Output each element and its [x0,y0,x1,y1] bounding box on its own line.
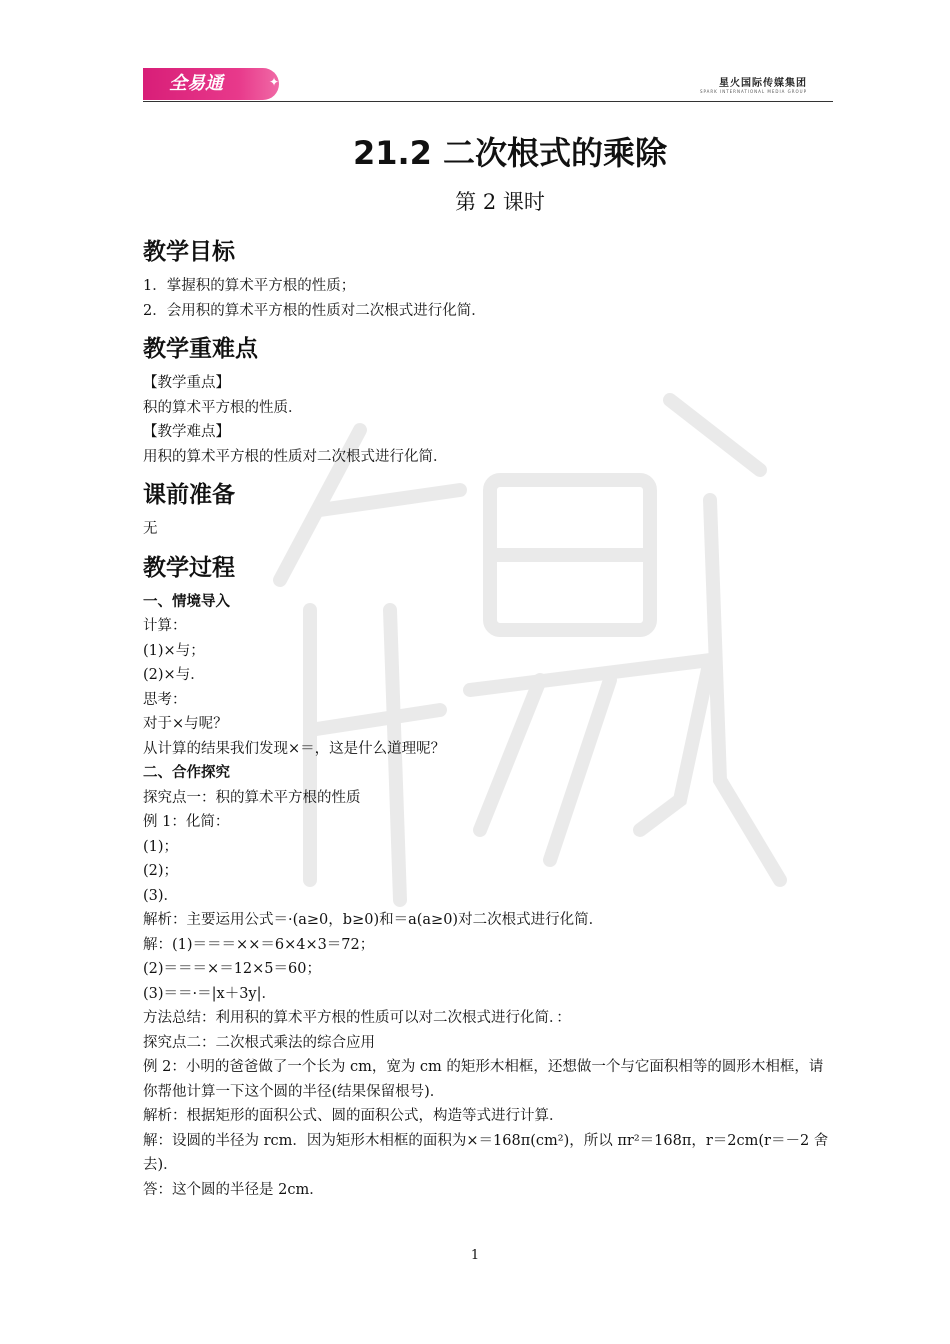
key-label: 【教学重点】 [143,375,230,391]
part2-line: (2)＝＝＝×＝12×5＝60； [143,961,321,977]
prep-heading: 课前准备 [143,482,235,508]
example-2: 例 2：小明的爸爸做了一个长为 cm，宽为 cm 的矩形木相框，还想做一个与它面积相等的圆形木相框，请你帮他计算一下这个圆的半径(结果保留根号)． [143,1059,824,1100]
goals-heading: 教学目标 [143,239,235,265]
publisher [700,74,807,94]
part2-line: (1)； [143,838,179,855]
difficulty-label: 【教学难点】 [143,424,230,440]
part1-line: (2)×与． [143,667,205,683]
key-points-heading: 教学重难点 [143,336,258,362]
part1-line: 思考： [143,691,187,708]
part1-line: 从计算的结果我们发现×＝，这是什么道理呢？ [143,740,446,757]
part2-line: 例 1：化简： [143,814,230,830]
difficulty-text: 用积的算术平方根的性质对二次根式进行化简． [143,448,448,465]
part2-line: 解析：主要运用公式＝·(a≥0，b≥0)和＝a(a≥0)对二次根式进行化简． [143,912,604,928]
part2-line: (2)； [143,863,179,879]
document-body [143,230,833,1202]
page-title: 21.2 二次根式的乘除 [352,134,668,172]
prep-text: 无 [143,521,158,537]
key-text: 积的算术平方根的性质． [143,399,303,416]
part1-line: 计算： [143,618,187,634]
page-number: 1 [470,1248,480,1263]
star-icon: ✦ [269,75,280,89]
header-divider [143,101,833,102]
part1-title: 一、情境导入 [143,593,230,610]
part2-line: (3)． [143,887,179,904]
publisher-name: 星火国际传媒集团 [719,78,807,89]
part2-line: (3)＝＝·＝|x＋3y|． [143,985,277,1002]
part2-line: 探究点二：二次根式乘法的综合应用 [143,1034,375,1051]
part1-line: 对于×与呢？ [143,716,228,732]
part2-line: 方法总结：利用积的算术平方根的性质可以对二次根式进行化简．： [143,1010,571,1026]
answer-2: 答：这个圆的半径是 2cm． [143,1181,324,1198]
goal-item: 1．掌握积的算术平方根的性质； [143,278,356,294]
analysis-2: 解析：根据矩形的面积公式、圆的面积公式，构造等式进行计算． [143,1108,564,1124]
publisher-name-en: SPARK INTERNATIONAL MEDIA GROUP [699,89,807,94]
part2-line: 探究点一：积的算术平方根的性质 [143,789,361,806]
part2-title: 二、合作探究 [143,765,230,781]
brand-logo [143,68,279,100]
logo-text: 全易通 [169,73,223,94]
solution-2: 解：设圆的半径为 rcm．因为矩形木相框的面积为×＝168π(cm²)，所以 πr²＝168π，r＝2cm(r＝－2 舍去)． [143,1132,829,1173]
part1-line: (1)×与； [143,642,205,659]
goal-item: 2．会用积的算术平方根的性质对二次根式进行化简． [143,302,486,319]
page-header [143,66,833,102]
process-heading: 教学过程 [143,554,235,581]
part2-line: 解：(1)＝＝＝××＝6×4×3＝72； [143,936,375,953]
page-subtitle: 第 2 课时 [455,190,545,214]
